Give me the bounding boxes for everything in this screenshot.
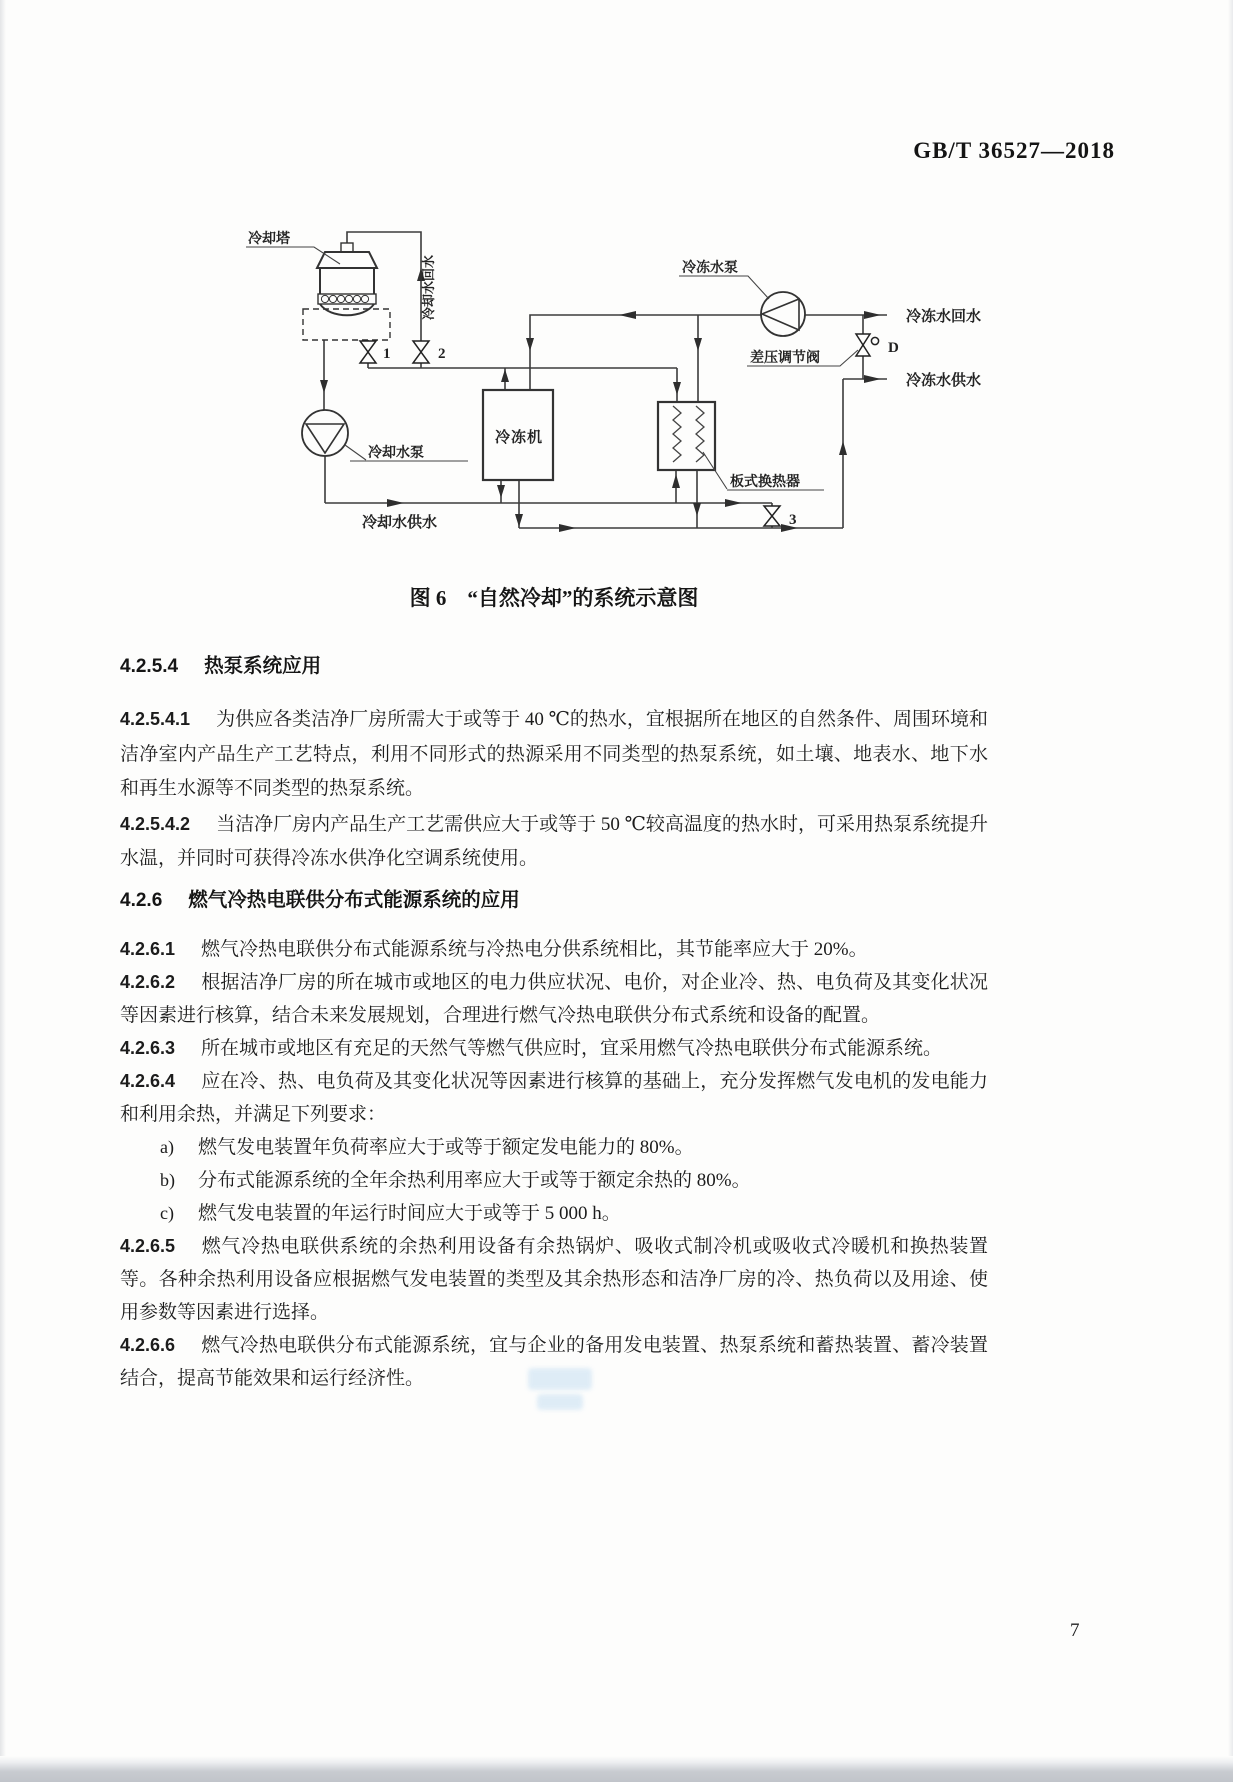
cooling-water-pump-symbol	[302, 410, 348, 456]
figure-caption: 图 6 “自然冷却”的系统示意图	[409, 586, 699, 610]
chilled-water-pump-symbol	[761, 292, 805, 336]
scan-edge-right	[1228, 0, 1233, 1782]
valve-2-number: 2	[438, 346, 446, 362]
clause-number: 4.2.5.4	[120, 656, 179, 677]
cooling-tower-label: 冷却塔	[248, 232, 290, 247]
chiller-box	[483, 390, 553, 480]
clause-4-2-6-5: 4.2.6.5 燃气冷热电联供系统的余热利用设备有余热锅炉、吸收式制冷机或吸收式冷暖机和换热装置等。各种余热利用设备应根据燃气发电装置的类型及其余热形态和洁净厂房的冷、热负荷以及用途、使用参数等因素进行选择。	[120, 1236, 988, 1323]
chilled-water-supply-label: 冷冻水供水	[906, 373, 982, 389]
clause-4-2-6-1: 4.2.6.1 燃气冷热电联供分布式能源系统与冷热电分供系统相比，其节能率应大于 20%。	[120, 939, 868, 960]
heading-4-2-5-4	[120, 650, 988, 678]
list-item-b: b) 分布式能源系统的全年余热利用率应大于或等于额定余热的 80%。	[160, 1170, 751, 1191]
valve-3-number: 3	[789, 512, 797, 528]
clause-4-2-6-4: 4.2.6.4 应在冷、热、电负荷及其变化状况等因素进行核算的基础上，充分发挥燃气发电机的发电能力和利用余热，并满足下列要求：	[120, 1071, 988, 1125]
scan-edge-left	[0, 0, 6, 1782]
valve-2	[413, 341, 429, 363]
heat-exchanger-label: 板式换热器	[730, 475, 800, 490]
clause-block-heat-pump	[120, 702, 988, 877]
watermark	[528, 1368, 592, 1390]
cooling-water-pump-label: 冷却水泵	[368, 446, 424, 461]
cooling-tower	[303, 243, 390, 340]
list-item-a: a) 燃气发电装置年负荷率应大于或等于额定发电能力的 80%。	[160, 1137, 694, 1158]
page-number: 7	[1070, 1620, 1080, 1641]
clause-block-cchp	[120, 933, 988, 1395]
list-item-c: c) 燃气发电装置的年运行时间应大于或等于 5 000 h。	[160, 1203, 621, 1224]
cooling-water-return-label: 冷却水回水	[421, 254, 436, 320]
scan-edge-bottom	[0, 1756, 1233, 1782]
clause-number: 4.2.6	[120, 890, 163, 911]
valve-1	[360, 341, 376, 363]
valve-d	[856, 334, 879, 356]
clause-4-2-6-6: 4.2.6.6 燃气冷热电联供分布式能源系统，宜与企业的备用发电装置、热泵系统和蓄热装置、蓄冷装置结合，提高节能效果和运行经济性。	[120, 1335, 988, 1389]
valve-1-number: 1	[383, 346, 391, 362]
chilled-water-pump-label: 冷冻水泵	[682, 261, 738, 276]
chilled-water-return-label: 冷冻水回水	[906, 309, 982, 325]
clause-4-2-5-4-1: 4.2.5.4.1 为供应各类洁净厂房所需大于或等于 40 ℃的热水，宜根据所在地区的自然条件、周围环境和洁净室内产品生产工艺特点，利用不同形式的热源采用不同类型的热泵系统，如土壤、地表水、地下水和再生水源等不同类型的热泵系统。	[120, 709, 988, 799]
pressure-diff-valve-label: 差压调节阀	[750, 351, 820, 366]
valve-d-letter: D	[888, 340, 899, 356]
clause-4-2-5-4-2: 4.2.5.4.2 当洁净厂房内产品生产工艺需供应大于或等于 50 ℃较高温度的热水时，可采用热泵系统提升水温，并同时可获得冷冻水供净化空调系统使用。	[120, 813, 988, 869]
clause-title: 燃气冷热电联供分布式能源系统的应用	[188, 890, 520, 911]
clause-4-2-6-3: 4.2.6.3 所在城市或地区有充足的天然气等燃气供应时，宜采用燃气冷热电联供分布式能源系统。	[120, 1038, 943, 1059]
watermark	[537, 1394, 583, 1410]
chiller-label: 冷冻机	[495, 430, 544, 446]
figure-6-diagram	[190, 170, 1000, 550]
clause-title: 热泵系统应用	[204, 656, 322, 677]
heat-exchanger-box	[658, 402, 715, 470]
heading-4-2-6	[120, 884, 988, 912]
clause-4-2-6-2: 4.2.6.2 根据洁净厂房的所在城市或地区的电力供应状况、电价，对企业冷、热、电负荷及其变化状况等因素进行核算，结合未来发展规划，合理进行燃气冷热电联供分布式系统和设备的配置。	[120, 972, 988, 1026]
cooling-water-supply-label: 冷却水供水	[362, 515, 438, 531]
tower-basin	[303, 309, 390, 340]
valve-3	[764, 506, 780, 526]
standard-number: GB/T 36527—2018	[913, 138, 1115, 163]
